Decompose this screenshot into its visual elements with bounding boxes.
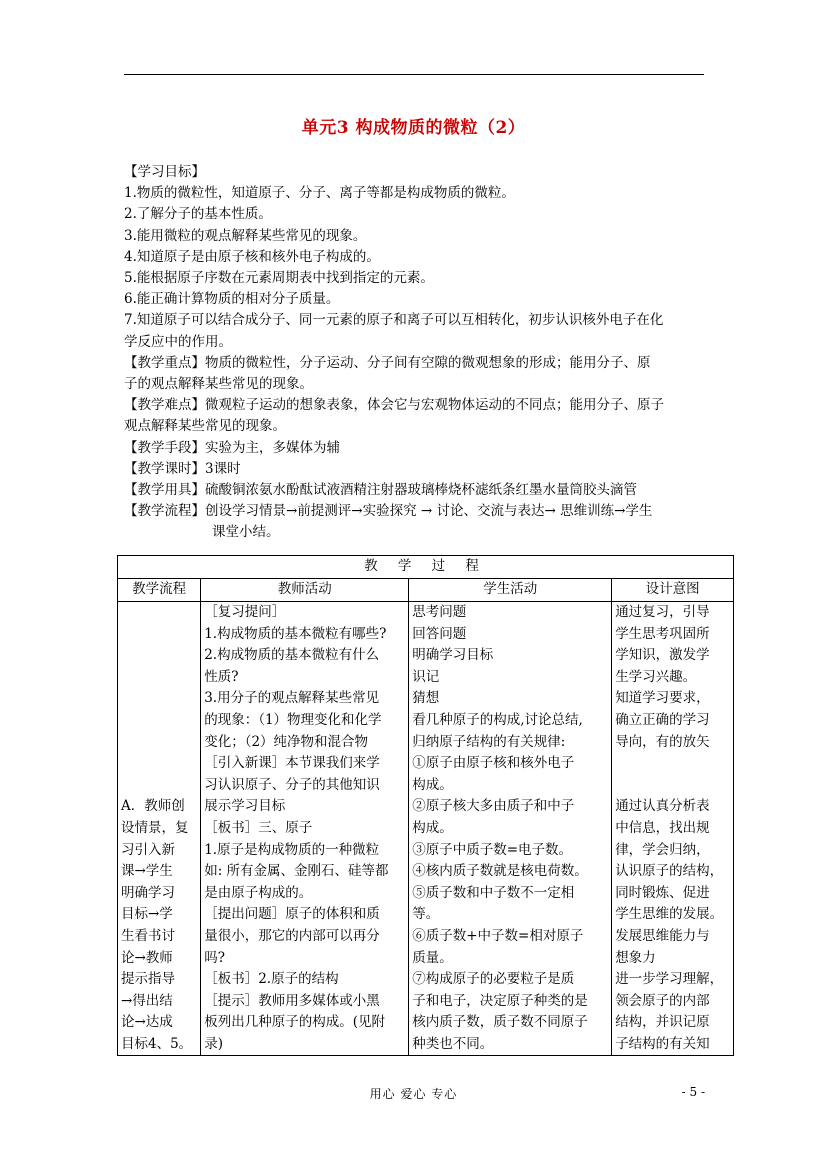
cell-line: 回答问题 [412,625,467,642]
objectives-section [124,162,714,544]
cell-line: ③原子中质子数=电子数。 [412,841,573,858]
cell-line: ［引入新课］本节课我们来学 [204,755,380,772]
cell-line: 论→达成 [121,1014,173,1031]
cell-line: ［板书］三、原子 [204,819,313,836]
column-header-teacher: 教师活动 [201,579,409,602]
text-line: 【教学流程】创设学习情景→前提测评→实验探究 → 讨论、交流与表达→ 思维训练→学生 [124,503,653,520]
cell-line: 学生思维的发展。 [615,906,724,923]
cell-line: 结构，并识记原 [615,1014,710,1031]
cell-line: A．教师创 [121,798,185,815]
cell-spacer [615,775,730,797]
header-rule [124,74,704,75]
cell-line: 的现象：（1）物理变化和化学 [204,711,382,728]
text-line: 3.能用微粒的观点解释某些常见的现象。 [124,227,367,244]
cell-line: 同时锻炼、促进 [615,884,710,901]
text-line: 学反应中的作用。 [124,333,232,350]
cell-line: 构成。 [412,776,453,793]
cell-line: 习引入新 [121,841,175,858]
cell-line: ［提出问题］原子的体积和质 [204,906,380,923]
column-header-intent: 设计意图 [612,579,734,602]
cell-line: 1.构成物质的基本微粒有哪些? [204,625,387,642]
text-line: 【学习目标】 [124,164,205,180]
cell-line: ⑤质子数和中子数不一定相 [412,884,575,901]
cell-line: 确立正确的学习 [615,711,710,728]
text-line: 2.了解分子的基本性质。 [124,206,272,223]
page-number: - 5 - [681,1085,705,1099]
cell-line: 构成。 [412,819,453,836]
text-line: 7.知道原子可以结合成分子、同一元素的原子和离子可以互相转化，初步认识核外电子在化 [124,312,664,329]
cell-line: 目标→学 [121,906,173,923]
cell-line: 发展思维能力与 [615,927,710,944]
design-intent-cell [612,602,734,1056]
cell-line: 进一步学习理解， [615,971,724,988]
cell-line: ［板书］2.原子的结构 [204,971,339,988]
teaching-process-table [117,555,734,1056]
cell-line: 吗? [204,949,225,966]
page-title: 单元3 构成物质的微粒（2） [301,118,526,138]
text-line: 子的观点解释某些常见的现象。 [124,376,313,393]
cell-line: 习认识原子、分子的其他知识 [204,776,380,793]
cell-line: 认识原子的结构， [615,863,724,880]
cell-line: 是由原子构成的。 [204,884,313,901]
cell-line: 通过复习，引导 [615,604,710,620]
cell-line: 等。 [412,906,440,923]
cell-line: 论→教师 [121,949,173,966]
cell-line: ②原子核大多由质子和中子 [412,798,575,815]
text-line: 【教学用具】硫酸铜浓氨水酚酞试液酒精注射器玻璃棒烧杯滤纸条红墨水量筒胶头滴管 [124,482,637,499]
cell-line: 思考问题 [412,604,467,620]
cell-line: ［复习提问］ [204,604,286,620]
cell-line: 1.原子是构成物质的一种微粒 [204,841,380,858]
cell-line: 识记 [412,668,440,685]
cell-line: 种类也不同。 [412,1035,494,1052]
text-line: 【教学手段】实验为主，多媒体为辅 [124,439,340,456]
cell-line: 领会原子的内部 [615,992,710,1009]
text-line: 【教学重点】物质的微粒性，分子运动、分子间有空隙的微观想象的形成；能用分子、原 [124,354,651,371]
cell-line: ⑥质子数+中子数=相对原子 [412,927,584,944]
cell-line: ⑦构成原子的必要粒子是质 [412,971,575,988]
cell-line: 板列出几种原子的构成。(见附 [204,1014,385,1031]
cell-line: 核内质子数，质子数不同原子 [412,1014,588,1031]
text-line: 1.物质的微粒性，知道原子、分子、离子等都是构成物质的微粒。 [124,185,515,202]
cell-line: 知道学习要求， [615,690,710,707]
cell-line: 录) [204,1035,223,1052]
cell-line: 看几种原子的构成,讨论总结, [412,711,583,728]
cell-line: 子和电子，决定原子种类的是 [412,992,588,1009]
cell-line: 学知识，激发学 [615,647,710,664]
cell-line: 展示学习目标 [204,798,286,815]
cell-line: 生学习兴趣。 [615,668,697,685]
cell-line: 课→学生 [121,863,173,880]
cell-line: 设情景，复 [121,819,189,836]
teacher-activity-cell [201,602,409,1056]
text-line: 观点解释某些常见的现象。 [124,418,286,435]
text-line: 课堂小结。 [212,524,280,541]
cell-line: 变化；（2）纯净物和混合物 [204,733,369,750]
cell-line: 量很小，那它的内部可以再分 [204,927,380,944]
cell-line: 3.用分子的观点解释某些常见 [204,690,380,707]
cell-spacer [615,753,730,775]
text-line: 4.知道原子是由原子核和核外电子构成的。 [124,248,380,265]
cell-line: ④核内质子数就是核电荷数。 [412,863,588,880]
column-header-student: 学生活动 [409,579,612,602]
cell-line: 质量。 [412,949,453,966]
cell-line: 学生思考巩固所 [615,625,710,642]
cell-line: 生看书讨 [121,927,175,944]
cell-line: 提示指导 [121,971,175,988]
cell-line: 律，学会归纳， [615,841,710,858]
cell-line: 导向，有的放矢 [615,733,710,750]
cell-line: 目标4、5。 [121,1035,193,1052]
cell-line: 归纳原子结构的有关规律: [412,733,566,750]
cell-line: 中信息，找出规 [615,819,710,836]
cell-line: ［提示］教师用多媒体或小黑 [204,992,380,1009]
cell-line: 猜想 [412,690,440,707]
cell-line: 性质? [204,668,239,685]
column-header-flow: 教学流程 [118,579,201,602]
cell-line: 明确学习目标 [412,647,494,664]
cell-line: →得出结 [121,992,173,1009]
flow-cell [118,602,201,1056]
text-line: 5.能根据原子序数在元素周期表中找到指定的元素。 [124,270,434,287]
cell-line: ①原子由原子核和核外电子 [412,755,575,772]
text-line: 【教学课时】3课时 [124,460,241,477]
cell-line: 想象力 [615,949,656,966]
cell-line: 2.构成物质的基本微粒有什么 [204,647,380,664]
cell-line: 通过认真分析表 [615,798,710,815]
cell-line: 子结构的有关知 [615,1035,710,1052]
text-line: 【教学难点】微观粒子运动的想象表象，体会它与宏观物体运动的不同点；能用分子、原子 [124,397,664,414]
text-line: 6.能正确计算物质的相对分子质量。 [124,291,340,308]
cell-line: 如: 所有金属、金刚石、硅等都 [204,863,389,880]
table-title: 教 学 过 程 [118,556,734,579]
cell-line: 明确学习 [121,884,175,901]
footer-motto: 用心 爱心 专心 [369,1087,458,1101]
student-activity-cell [409,602,612,1056]
